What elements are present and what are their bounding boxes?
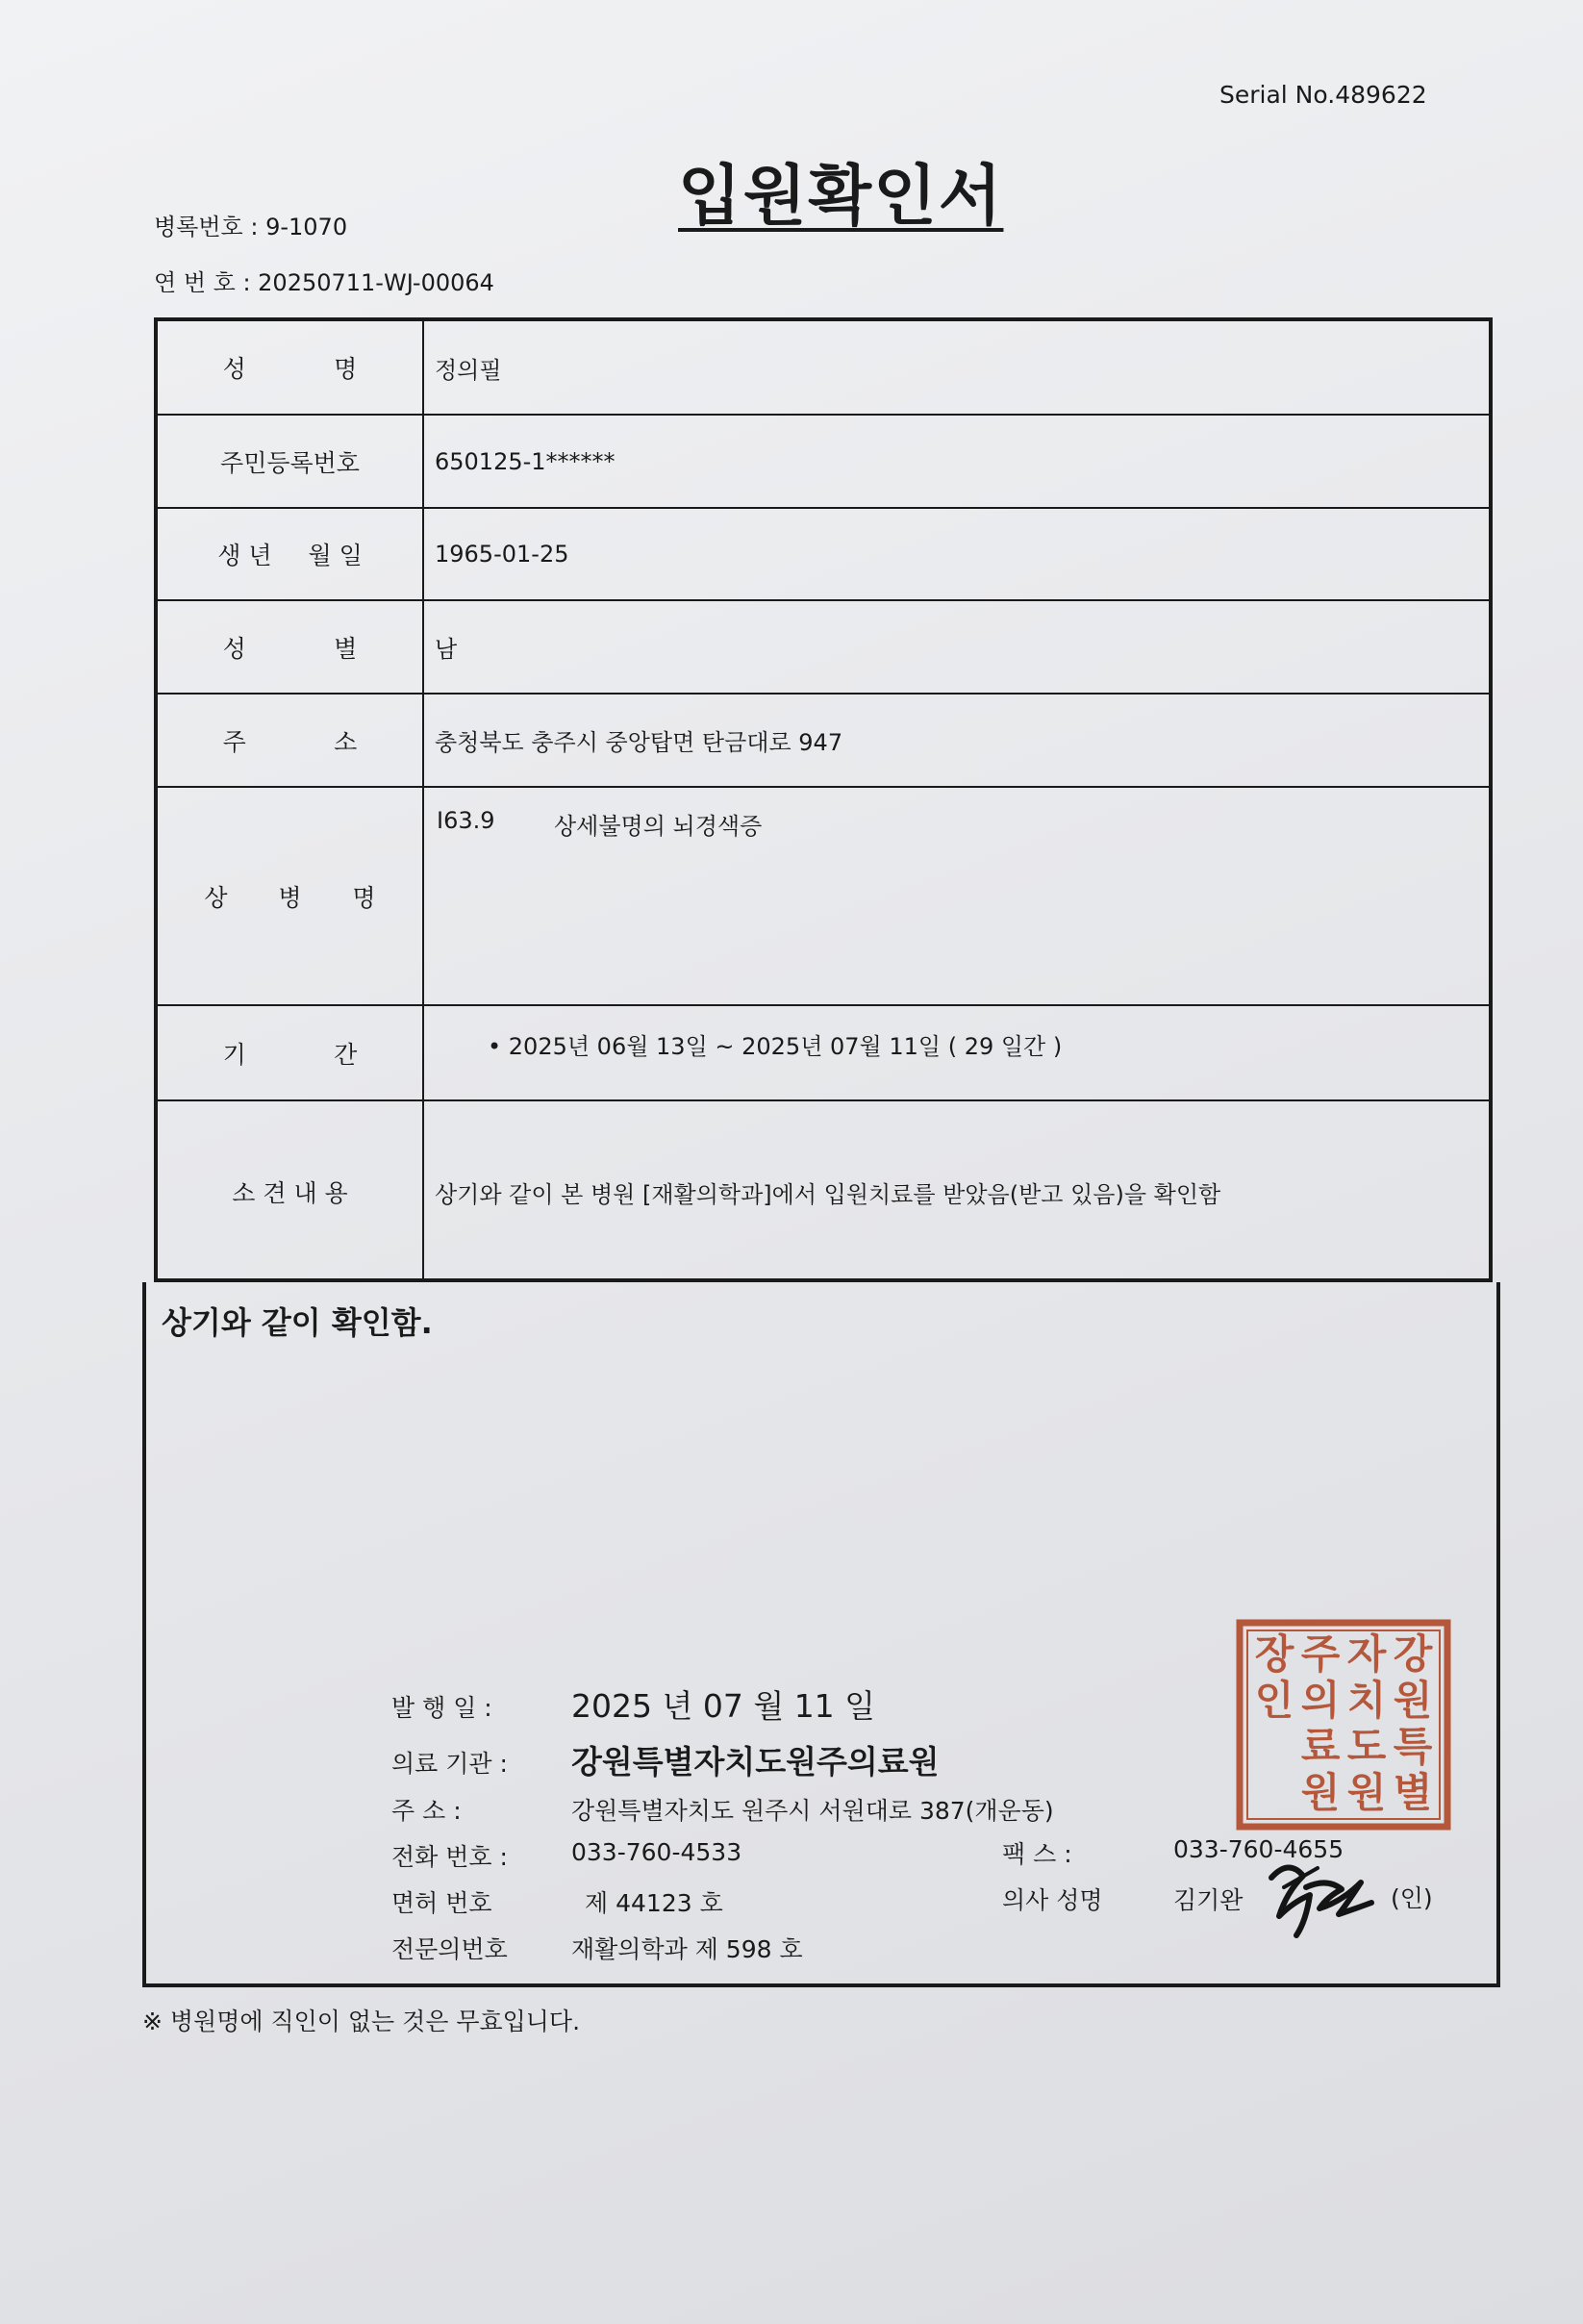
issue-date-label: 발 행 일 : xyxy=(391,1694,492,1722)
diagnosis-label xyxy=(158,788,424,1004)
sex-label-2: 별 xyxy=(334,634,358,663)
diagnosis-label-2: 병 xyxy=(278,883,302,912)
phone-label: 전화 번호 : xyxy=(391,1843,508,1871)
dob-label-2: 월 일 xyxy=(308,542,363,569)
specialist-label: 전문의번호 xyxy=(391,1935,508,1963)
dob-label xyxy=(158,509,424,599)
seal-glyph: 도 xyxy=(1346,1723,1387,1770)
opinion-label xyxy=(158,1101,424,1282)
diagnosis-row xyxy=(158,788,1489,1006)
document-title: 입원확인서 xyxy=(678,159,1004,235)
rrn-row xyxy=(158,416,1489,509)
dob-value: 1965-01-25 xyxy=(435,541,569,568)
phone-value: 033-760-4533 xyxy=(571,1838,742,1866)
doctor-label: 의사 성명 xyxy=(1002,1886,1103,1914)
diagnosis-value xyxy=(435,788,1489,1004)
record-number: 병록번호 : 9-1070 xyxy=(154,214,348,240)
fax-value: 033-760-4655 xyxy=(1173,1835,1344,1863)
sex-label xyxy=(158,601,424,693)
seal-glyph: 료 xyxy=(1300,1723,1341,1770)
patient-info-table xyxy=(154,317,1493,1282)
issuer-address-label: 주 소 : xyxy=(391,1797,462,1825)
period-value: • 2025년 06월 13일 ~ 2025년 07월 11일 ( 29 일간 ) xyxy=(488,1033,1063,1060)
seal-glyph: 원 xyxy=(1346,1769,1387,1816)
dob-label-1: 생 년 xyxy=(217,542,272,569)
seal-glyph: 치 xyxy=(1346,1677,1387,1724)
seal-glyph: 자 xyxy=(1346,1630,1387,1678)
sex-value: 남 xyxy=(435,636,458,663)
confirmation-text: 상기와 같이 확인함. xyxy=(162,1304,433,1341)
specialist-value: 재활의학과 제 598 호 xyxy=(571,1935,803,1963)
address-label-1: 주 xyxy=(222,727,246,756)
period-label-1: 기 xyxy=(222,1040,246,1069)
rrn-value: 650125-1****** xyxy=(435,447,616,475)
issuer-address-value: 강원특별자치도 원주시 서원대로 387(개운동) xyxy=(571,1797,1054,1825)
diagnosis-desc: 상세불명의 뇌경색증 xyxy=(554,813,763,840)
issue-date-value: 2025 년 07 월 11 일 xyxy=(571,1687,876,1725)
name-value: 정의필 xyxy=(435,356,502,384)
diagnosis-code: I63.9 xyxy=(437,807,495,834)
seal-glyph: 장 xyxy=(1254,1630,1294,1678)
rrn-label xyxy=(158,416,424,507)
dob-row xyxy=(158,509,1489,601)
address-label-2: 소 xyxy=(334,727,358,756)
address-label xyxy=(158,695,424,786)
doctor-signature-icon xyxy=(1250,1849,1375,1940)
seal-glyph: 원 xyxy=(1300,1769,1341,1816)
diagnosis-label-1: 상 xyxy=(204,883,228,912)
name-label-1: 성 xyxy=(222,355,246,383)
hospital-seal-icon xyxy=(1235,1618,1452,1831)
diagnosis-label-3: 명 xyxy=(352,883,376,912)
seal-glyph: 특 xyxy=(1393,1723,1433,1770)
stamp-mark: (인) xyxy=(1391,1884,1433,1912)
notice-text: ※ 병원명에 직인이 없는 것은 무효입니다. xyxy=(142,2008,581,2035)
institution-name: 강원특별자치도원주의료원 xyxy=(571,1743,940,1781)
seal-glyph: 인 xyxy=(1254,1677,1294,1724)
seal-glyph: 강 xyxy=(1393,1630,1433,1678)
seal-glyph: 의 xyxy=(1300,1677,1341,1724)
opinion-label-text: 소 견 내 용 xyxy=(232,1179,348,1207)
period-label xyxy=(158,1006,424,1099)
opinion-row xyxy=(158,1101,1489,1282)
doctor-name: 김기완 xyxy=(1173,1886,1244,1914)
name-row xyxy=(158,321,1489,416)
name-label-2: 명 xyxy=(334,355,358,383)
license-label: 면허 번호 xyxy=(391,1889,492,1917)
fax-label: 팩 스 : xyxy=(1002,1840,1072,1868)
address-row xyxy=(158,695,1489,788)
document-number: 연 번 호 : 20250711-WJ-00064 xyxy=(154,269,494,296)
period-label-2: 간 xyxy=(334,1040,358,1069)
address-value: 충청북도 충주시 중앙탑면 탄금대로 947 xyxy=(435,729,843,756)
seal-glyph: 원 xyxy=(1393,1677,1433,1724)
sex-label-1: 성 xyxy=(222,634,246,663)
serial-number: Serial No.489622 xyxy=(1219,81,1427,109)
period-row xyxy=(158,1006,1489,1101)
name-label xyxy=(158,321,424,414)
sex-row xyxy=(158,601,1489,695)
license-value: 제 44123 호 xyxy=(585,1889,723,1917)
seal-glyph: 주 xyxy=(1300,1630,1341,1678)
seal-glyph: 별 xyxy=(1393,1769,1433,1816)
institution-label: 의료 기관 : xyxy=(391,1750,508,1778)
opinion-value: 상기와 같이 본 병원 [재활의학과]에서 입원치료를 받았음(받고 있음)을 확인함 xyxy=(435,1180,1221,1208)
rrn-label-text: 주민등록번호 xyxy=(220,448,360,477)
